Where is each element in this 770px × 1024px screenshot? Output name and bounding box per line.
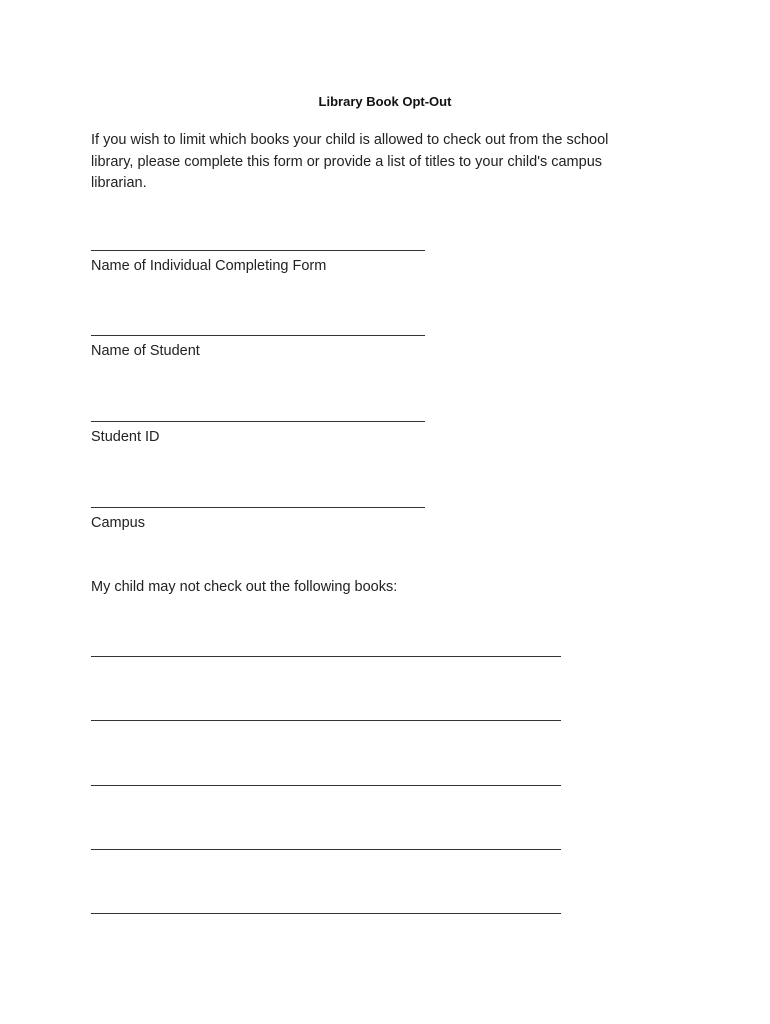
campus-label: Campus	[91, 515, 145, 531]
book-title-blank[interactable]	[91, 849, 561, 850]
book-list-prompt: My child may not check out the following books:	[91, 579, 398, 595]
student-name-label: Name of Student	[91, 343, 200, 359]
intro-paragraph: If you wish to limit which books your child is allowed to check out from the school library, please complete this form or provide a list of titles to your child's campus librarian.	[91, 132, 609, 191]
completer-name-label: Name of Individual Completing Form	[91, 258, 327, 274]
page-title: Library Book Opt-Out	[318, 94, 452, 109]
book-title-blank[interactable]	[91, 913, 561, 914]
book-title-blank[interactable]	[91, 720, 561, 721]
student-name-blank[interactable]	[91, 335, 425, 336]
book-title-blank[interactable]	[91, 656, 561, 657]
student-id-label: Student ID	[91, 429, 160, 445]
book-title-blank[interactable]	[91, 785, 561, 786]
completer-name-blank[interactable]	[91, 250, 425, 251]
student-id-blank[interactable]	[91, 421, 425, 422]
campus-blank[interactable]	[91, 507, 425, 508]
